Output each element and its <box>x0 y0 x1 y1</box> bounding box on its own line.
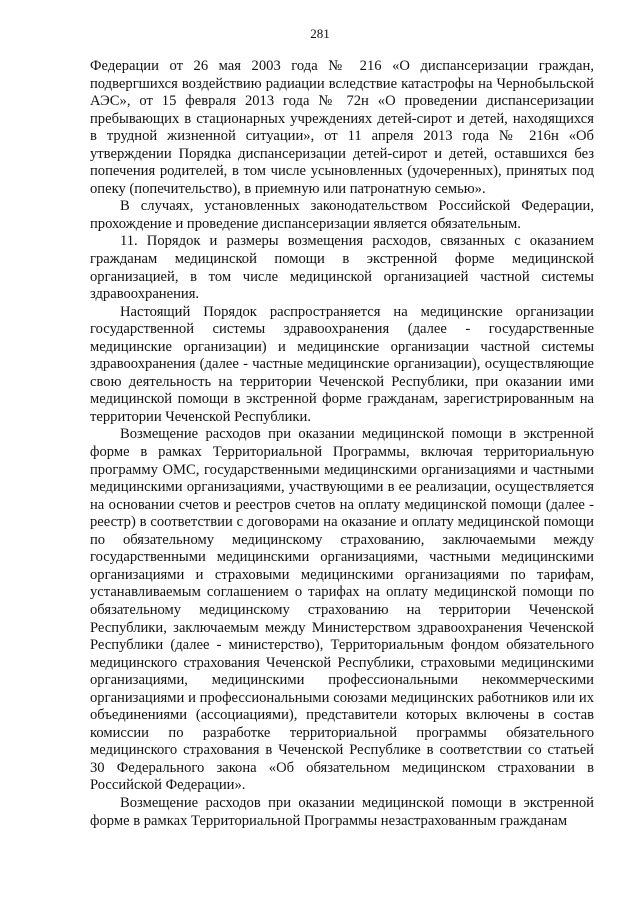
paragraph-continuation: Федерации от 26 мая 2003 года № 216 «О диспансеризации граждан, подвергшихся воздействию радиации вследствие катастрофы на Чернобыльской АЭС», от 15 февраля 2013 года № 72н «О проведении диспансеризации пребывающих в стационарных учреждениях детей-сирот и детей, находящихся в трудной жизненной ситуации», от 11 апреля 2013 года № 216н «Об утверждении Порядка диспансеризации детей-сирот и детей, оставшихся без попечения родителей, в том числе усыновленных (удочеренных), принятых под опеку (попечительство), в приемную или патронатную семью». <box>90 58 594 197</box>
document-body <box>90 58 594 830</box>
page-number: 281 <box>310 26 330 41</box>
paragraph-section-11-heading: 11. Порядок и размеры возмещения расходов, связанных с оказанием гражданам медицинской помощи в экстренной форме медицинской организацией, в том числе медицинской организацией частной системы здравоохранения. <box>90 233 594 303</box>
paragraph-mandatory-dispensary: В случаях, установленных законодательством Российской Федерации, прохождение и проведение диспансеризации является обязательным. <box>90 198 594 232</box>
paragraph-scope: Настоящий Порядок распространяется на медицинские организации государственной системы здравоохранения (далее - государственные медицинские организации) и медицинские организации частной системы здравоохранения (далее - частные медицинские организации), осуществляющие свою деятельность на территории Чеченской Республики, при оказании ими медицинской помощи в экстренной форме гражданам, зарегистрированным на территории Чеченской Республики. <box>90 303 594 425</box>
paragraph-reimbursement-insured: Возмещение расходов при оказании медицинской помощи в экстренной форме в рамках Территориальной Программы, включая территориальную программу ОМС, государственными медицинскими организациями и частными медицинскими организациями, участвующими в ее реализации, осуществляется на основании счетов и реестров счетов на оплату медицинской помощи (далее - реестр) в соответствии с договорами на оказание и оплату медицинской помощи по обязательному медицинскому страхованию, заключаемыми между государственными медицинскими организациями, частными медицинскими организациями и страховыми медицинскими организациями по тарифам, устанавливаемым соглашением о тарифах на оплату медицинской помощи по обязательному медицинскому страхованию на территории Чеченской Республики, заключаемым между Министерством здравоохранения Чеченской Республики (далее - министерство), Территориальным фондом обязательного медицинского страхования Чеченской Республики, страховыми медицинскими организациями, медицинскими профессиональными некоммерческими организациями и профессиональными союзами медицинских работников или их объединениями (ассоциациями), представители которых включены в состав комиссии по разработке территориальной программы обязательного медицинского страхования в Чеченской Республике в соответствии со статьей 30 Федерального закона «Об обязательном медицинском страховании в Российской Федерации». <box>90 426 594 794</box>
paragraph-reimbursement-uninsured: Возмещение расходов при оказании медицинской помощи в экстренной форме в рамках Территориальной Программы незастрахованным гражданам <box>90 794 594 829</box>
